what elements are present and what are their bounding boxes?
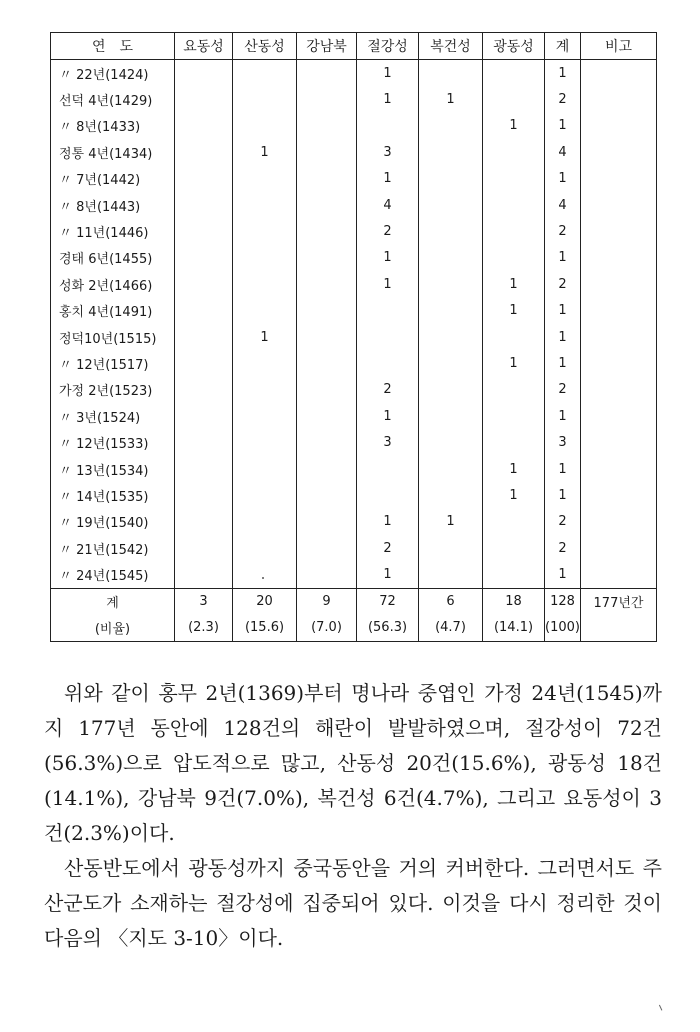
count-cell: 1 — [233, 139, 297, 165]
count-cell: 2 — [545, 271, 581, 297]
count-cell — [419, 166, 483, 192]
count-cell: 1 — [483, 350, 545, 376]
count-cell — [175, 403, 233, 429]
header-cell: 요동성 — [175, 33, 233, 60]
count-cell — [175, 509, 233, 535]
scan-mark — [659, 1003, 665, 1010]
count-cell: 1 — [419, 509, 483, 535]
count-cell — [175, 218, 233, 244]
count-cell — [175, 429, 233, 455]
count-cell — [175, 535, 233, 561]
count-cell: 1 — [483, 271, 545, 297]
count-cell — [233, 482, 297, 508]
count-cell: 1 — [233, 324, 297, 350]
count-cell — [581, 86, 657, 112]
count-cell — [419, 561, 483, 588]
year-cell: 가정 2년(1523) — [51, 377, 175, 403]
table-ratio-row — [51, 615, 657, 642]
count-cell: 1 — [419, 86, 483, 112]
count-cell — [581, 403, 657, 429]
count-cell: 1 — [357, 60, 419, 87]
count-cell — [297, 377, 357, 403]
count-cell: 1 — [545, 350, 581, 376]
count-cell — [175, 139, 233, 165]
count-cell — [297, 113, 357, 139]
count-cell — [581, 350, 657, 376]
table-row — [51, 192, 657, 218]
count-cell — [483, 324, 545, 350]
count-cell — [297, 166, 357, 192]
total-cell: 128 — [545, 588, 581, 615]
count-cell: 1 — [545, 60, 581, 87]
table-row — [51, 509, 657, 535]
count-cell — [483, 60, 545, 87]
count-cell: 1 — [357, 245, 419, 271]
year-cell: 〃 13년(1534) — [51, 456, 175, 482]
count-cell — [419, 456, 483, 482]
count-cell — [233, 86, 297, 112]
count-cell — [233, 403, 297, 429]
count-cell — [175, 456, 233, 482]
count-cell — [483, 245, 545, 271]
count-cell — [483, 377, 545, 403]
table-row — [51, 113, 657, 139]
header-cell: 연 도 — [51, 33, 175, 60]
count-cell — [581, 298, 657, 324]
count-cell — [233, 429, 297, 455]
table-row — [51, 245, 657, 271]
count-cell — [419, 298, 483, 324]
table-body — [51, 60, 657, 589]
count-cell: 1 — [483, 482, 545, 508]
count-cell — [175, 377, 233, 403]
count-cell — [419, 113, 483, 139]
year-cell: 〃 8년(1433) — [51, 113, 175, 139]
count-cell: 1 — [545, 403, 581, 429]
count-cell — [297, 86, 357, 112]
count-cell: 2 — [545, 535, 581, 561]
count-cell — [297, 509, 357, 535]
count-cell — [233, 377, 297, 403]
count-cell: 4 — [545, 192, 581, 218]
count-cell — [175, 324, 233, 350]
count-cell — [175, 561, 233, 588]
count-cell — [581, 456, 657, 482]
header-cell: 산동성 — [233, 33, 297, 60]
year-cell: 〃 24년(1545) — [51, 561, 175, 588]
count-cell — [233, 218, 297, 244]
ratio-cell: (2.3) — [175, 615, 233, 642]
count-cell — [581, 139, 657, 165]
table-row — [51, 535, 657, 561]
table-row — [51, 271, 657, 297]
count-cell — [419, 271, 483, 297]
year-cell: 〃 7년(1442) — [51, 166, 175, 192]
year-cell: 정통 4년(1434) — [51, 139, 175, 165]
count-cell — [175, 86, 233, 112]
year-cell: 경태 6년(1455) — [51, 245, 175, 271]
total-cell: 계 — [51, 588, 175, 615]
year-cell: 정덕10년(1515) — [51, 324, 175, 350]
count-cell — [419, 245, 483, 271]
count-cell: 1 — [545, 113, 581, 139]
count-cell — [581, 245, 657, 271]
count-cell — [233, 113, 297, 139]
count-cell — [297, 535, 357, 561]
header-cell: 강남북 — [297, 33, 357, 60]
count-cell: 2 — [357, 535, 419, 561]
count-cell — [419, 535, 483, 561]
table-row — [51, 456, 657, 482]
count-cell: 1 — [545, 482, 581, 508]
total-cell: 9 — [297, 588, 357, 615]
total-cell: 6 — [419, 588, 483, 615]
count-cell: 1 — [545, 324, 581, 350]
table-header-row — [51, 33, 657, 60]
year-cell: 〃 12년(1517) — [51, 350, 175, 376]
count-cell: 2 — [545, 509, 581, 535]
paragraph: 산동반도에서 광동성까지 중국동안을 거의 커버한다. 그러면서도 주산군도가 소재하는 절강성에 집중되어 있다. 이것을 다시 정리한 것이 다음의 〈지도 3-10〉이다. — [44, 856, 662, 950]
count-cell — [581, 271, 657, 297]
count-cell — [297, 139, 357, 165]
ratio-cell: (56.3) — [357, 615, 419, 642]
count-cell: 1 — [483, 298, 545, 324]
count-cell — [419, 218, 483, 244]
year-cell: 선덕 4년(1429) — [51, 86, 175, 112]
table-row — [51, 166, 657, 192]
ratio-cell: (14.1) — [483, 615, 545, 642]
count-cell — [175, 350, 233, 376]
count-cell — [175, 60, 233, 87]
ratio-cell: (비율) — [51, 615, 175, 642]
table-row — [51, 561, 657, 588]
year-cell: 〃 21년(1542) — [51, 535, 175, 561]
count-cell: 1 — [357, 166, 419, 192]
total-cell: 18 — [483, 588, 545, 615]
count-cell — [233, 60, 297, 87]
count-cell — [175, 271, 233, 297]
table-row — [51, 429, 657, 455]
year-cell: 〃 12년(1533) — [51, 429, 175, 455]
count-cell — [175, 245, 233, 271]
count-cell — [483, 561, 545, 588]
count-cell — [581, 60, 657, 87]
header-cell: 계 — [545, 33, 581, 60]
count-cell — [233, 561, 297, 588]
count-cell: 1 — [545, 298, 581, 324]
table-row — [51, 403, 657, 429]
total-cell: 3 — [175, 588, 233, 615]
count-cell — [233, 245, 297, 271]
table-row — [51, 350, 657, 376]
count-cell — [483, 192, 545, 218]
count-cell: 1 — [483, 113, 545, 139]
header-cell: 광동성 — [483, 33, 545, 60]
count-cell — [581, 482, 657, 508]
count-cell — [297, 324, 357, 350]
count-cell: 2 — [545, 377, 581, 403]
table-row — [51, 324, 657, 350]
table-total-row — [51, 588, 657, 615]
table-row — [51, 298, 657, 324]
paragraph: 위와 같이 홍무 2년(1369)부터 명나라 중엽인 가정 24년(1545)까지 177년 동안에 128건의 해란이 발발하였으며, 절강성이 72건(56.3%)으로 압도적으로 많고, 산동성 20건(15.6%), 광동성 18건(14.1%), 강남북 9건(7.0%), 복건성 6건(4.7%), 그리고 요동성이 3건(2.3%)이다. — [44, 681, 662, 845]
count-cell — [419, 429, 483, 455]
count-cell — [483, 403, 545, 429]
year-cell: 〃 22년(1424) — [51, 60, 175, 87]
count-cell — [419, 482, 483, 508]
count-cell — [419, 192, 483, 218]
count-cell: 4 — [357, 192, 419, 218]
count-cell — [297, 561, 357, 588]
count-cell: 1 — [545, 245, 581, 271]
count-cell — [297, 60, 357, 87]
year-cell: 〃 14년(1535) — [51, 482, 175, 508]
count-cell — [357, 482, 419, 508]
count-cell — [297, 192, 357, 218]
table-row — [51, 482, 657, 508]
count-cell: 1 — [357, 403, 419, 429]
count-cell — [581, 166, 657, 192]
year-cell: 〃 19년(1540) — [51, 509, 175, 535]
count-cell — [581, 509, 657, 535]
table-row — [51, 139, 657, 165]
count-cell: 1 — [545, 561, 581, 588]
count-cell — [483, 86, 545, 112]
count-cell — [297, 298, 357, 324]
count-cell: 3 — [545, 429, 581, 455]
count-cell — [233, 350, 297, 376]
count-cell — [581, 192, 657, 218]
count-cell — [419, 377, 483, 403]
header-cell: 비고 — [581, 33, 657, 60]
total-cell: 20 — [233, 588, 297, 615]
table-row — [51, 86, 657, 112]
count-cell — [357, 456, 419, 482]
count-cell — [483, 139, 545, 165]
count-cell — [581, 535, 657, 561]
table-row — [51, 218, 657, 244]
piracy-statistics-table — [50, 32, 657, 642]
total-cell: 72 — [357, 588, 419, 615]
count-cell — [357, 324, 419, 350]
count-cell — [175, 298, 233, 324]
ratio-cell: (100) — [545, 615, 581, 642]
count-cell — [483, 218, 545, 244]
count-cell — [297, 456, 357, 482]
count-cell — [419, 403, 483, 429]
count-cell — [175, 166, 233, 192]
count-cell — [297, 350, 357, 376]
scan-speck — [262, 577, 264, 579]
body-text — [44, 676, 662, 956]
count-cell — [357, 350, 419, 376]
count-cell: 1 — [545, 456, 581, 482]
count-cell: 1 — [357, 509, 419, 535]
count-cell — [581, 324, 657, 350]
total-cell: 177년간 — [581, 588, 657, 615]
count-cell — [297, 271, 357, 297]
count-cell — [581, 113, 657, 139]
table-row — [51, 377, 657, 403]
count-cell — [297, 218, 357, 244]
year-cell: 〃 11년(1446) — [51, 218, 175, 244]
count-cell — [175, 113, 233, 139]
count-cell — [297, 482, 357, 508]
header-cell: 절강성 — [357, 33, 419, 60]
count-cell: 3 — [357, 139, 419, 165]
count-cell — [483, 535, 545, 561]
count-cell — [483, 509, 545, 535]
count-cell — [357, 113, 419, 139]
count-cell: 2 — [545, 218, 581, 244]
year-cell: 〃 8년(1443) — [51, 192, 175, 218]
count-cell: 4 — [545, 139, 581, 165]
header-cell: 복건성 — [419, 33, 483, 60]
year-cell: 〃 3년(1524) — [51, 403, 175, 429]
count-cell — [419, 139, 483, 165]
ratio-cell: (15.6) — [233, 615, 297, 642]
count-cell — [233, 271, 297, 297]
count-cell: 1 — [357, 86, 419, 112]
count-cell — [483, 166, 545, 192]
count-cell — [233, 298, 297, 324]
count-cell — [483, 429, 545, 455]
count-cell — [581, 377, 657, 403]
ratio-cell — [581, 615, 657, 642]
count-cell — [233, 509, 297, 535]
year-cell: 홍치 4년(1491) — [51, 298, 175, 324]
count-cell — [581, 429, 657, 455]
count-cell — [233, 192, 297, 218]
count-cell: 1 — [357, 561, 419, 588]
count-cell: 1 — [357, 271, 419, 297]
year-cell: 성화 2년(1466) — [51, 271, 175, 297]
count-cell — [233, 456, 297, 482]
count-cell — [297, 403, 357, 429]
count-cell: 1 — [483, 456, 545, 482]
count-cell — [581, 218, 657, 244]
count-cell — [175, 482, 233, 508]
ratio-cell: (4.7) — [419, 615, 483, 642]
count-cell — [297, 429, 357, 455]
count-cell — [357, 298, 419, 324]
count-cell — [233, 166, 297, 192]
count-cell — [175, 192, 233, 218]
count-cell — [297, 245, 357, 271]
count-cell: 2 — [545, 86, 581, 112]
count-cell — [581, 561, 657, 588]
count-cell — [419, 60, 483, 87]
count-cell — [419, 350, 483, 376]
count-cell: 2 — [357, 377, 419, 403]
count-cell: 2 — [357, 218, 419, 244]
table-row — [51, 60, 657, 87]
count-cell — [233, 535, 297, 561]
count-cell: 1 — [545, 166, 581, 192]
count-cell: 3 — [357, 429, 419, 455]
count-cell — [419, 324, 483, 350]
ratio-cell: (7.0) — [297, 615, 357, 642]
